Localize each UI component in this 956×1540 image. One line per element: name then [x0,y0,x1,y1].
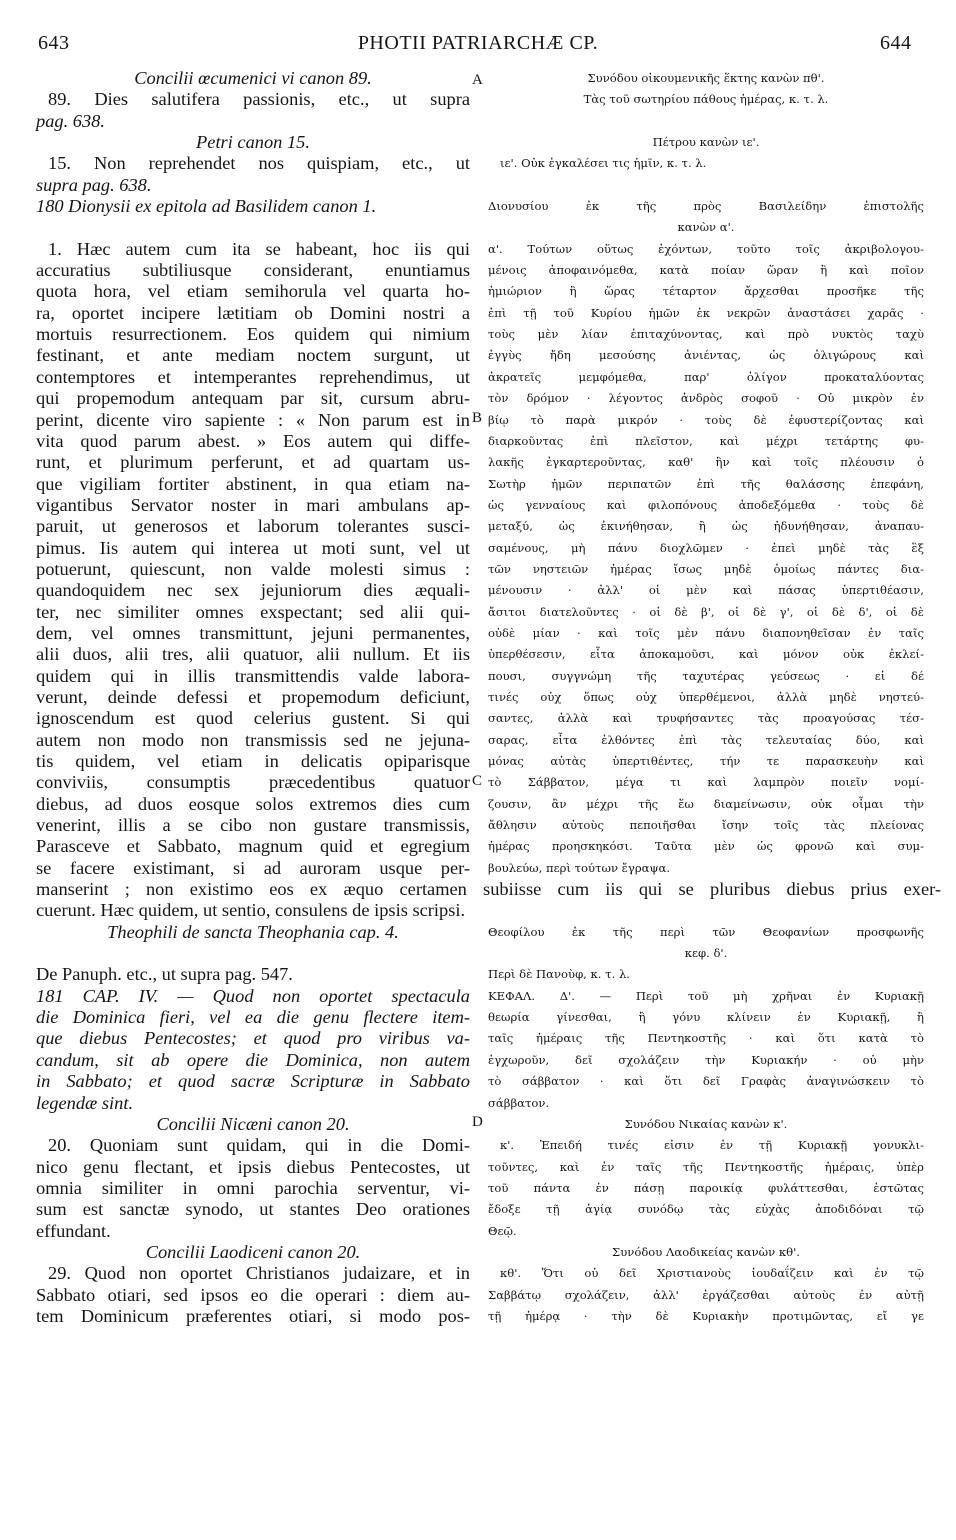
latin-text-line: autem non modo non transmissis sed ne jejuna- [36,729,470,750]
greek-text-line: τινές οὐχ ὅπως οὐχ ὑπερθέμενοι, ἀλλὰ μηδὲ νηστεύ- [488,689,924,704]
latin-text-line: Petri canon 15. [196,132,310,153]
latin-text-line: que vigiliam fortiter abstinent, in qua etiam na- [36,473,470,494]
latin-text-line: De Panuph. etc., ut supra pag. 547. [36,964,293,985]
latin-text-line: 89. Dies salutifera passionis, etc., ut supra [48,89,470,110]
greek-text-line: ἡμέρας προησκηκόσι. Ταῦτα μὲν ὡς φρονῶ καὶ συμ- [488,839,924,854]
latin-text-line: 1. Hæc autem cum ita se habeant, hoc iis qui [48,238,470,259]
running-title: PHOTII PATRIARCHÆ CP. [357,32,599,54]
greek-text-line: βίῳ τὸ παρὰ μικρόν · τοὺς δὲ ἐφυστερίζοντας καὶ [488,412,924,427]
latin-text-line: potuerunt, quiescunt, non valde molesti simus : [36,558,470,579]
latin-text-line: ignoscendum est quod celerius gustent. Si qui [36,708,470,729]
greek-text-line: τὸ Σάββατον, μέγα τι καὶ λαμπρὸν ποιεῖν νομί- [488,775,924,790]
latin-text-line: Concilii œcumenici vi canon 89. [134,68,372,88]
greek-text-line: διαρκοῦντας ἐπὶ πλεῖστον, καὶ μέχρι τετάρτης φυ- [488,433,924,448]
latin-text-line: 181 CAP. IV. — Quod non oportet spectacula [36,985,470,1006]
greek-text-line: ὑπερθέσεσιν, εἶτα ἀποκαμοῦσι, καὶ μόνον οὐκ ἐκλεί- [488,647,924,662]
greek-text-line: Θεοφίλου ἐκ τῆς περὶ τῶν Θεοφανίων προσφωνῆς [488,924,924,939]
greek-text-line: κ'. Ἐπειδή τινές εἰσιν ἐν τῇ Κυριακῇ γονυκλι- [500,1138,924,1153]
latin-text-line: que diebus Pentecostes; et quod pro viribus va- [36,1028,470,1049]
greek-text-line: Πέτρου κανὼν ιε'. [652,135,760,150]
greek-text-line: τῶν νηστειῶν ἡμέρας ἴσως μηδὲ ὁμοίως πάντες δια- [488,561,924,576]
latin-text-line [36,217,470,238]
greek-text-line: Σαββάτῳ σχολάζειν, ἀλλ' ἐργάζεσθαι αὐτοὺς ἐν αὐτῇ [488,1287,924,1302]
greek-text-line: α'. Τούτων οὕτως ἐχόντων, τοῦτο τοῖς ἀκριβολογου- [488,241,924,256]
greek-text-line: ἐγχωροῦν, δεῖ σχολάζειν τὴν Κυριακήν · οὐ μὴν [488,1052,924,1067]
greek-text-line: ιε'. Οὐκ ἐγκαλέσει τις ἡμῖν, κ. τ. λ. [500,156,707,171]
greek-text-line: σαρας, εἶτα ἐλθόντες ἐπὶ τὰς τελευταίας δύο, καὶ [488,732,924,747]
greek-column [488,68,924,1327]
greek-text-line: σάββατον. [488,1095,550,1110]
greek-text-line: ἐπὶ τῇ τοῦ Κυρίου ἡμῶν ἐκ νεκρῶν ἀναστάσει χαρᾶς · [488,305,924,320]
greek-text-line: βουλεύω, περὶ τούτων ἔγραψα. [488,860,671,875]
greek-text-line: τοῦ πάντα ἐν πάσῃ παροικίᾳ φυλάττεσθαι, ἑστῶτας [488,1180,924,1195]
latin-text-line: sum est sanctæ synodo, ut stantes Deo orationes [36,1199,470,1220]
margin-letter-c: C [472,773,483,789]
latin-text-line: qui propemodum antequam par sit, cursum abru- [36,388,470,409]
greek-text-line: τοῦντες, καὶ ἐν ταῖς τῆς Πεντηκοστῆς ἡμέραις, ὑπὲρ [488,1159,924,1174]
latin-text-line: accuratius subtiliusque considerant, enuntiamus [36,260,470,281]
greek-text-line: μένοις ἀποφαινόμεθα, κατὰ ποίαν ὥραν ἢ καὶ ποῖον [488,263,924,278]
greek-text-line: πουσι, συγγνώμη τῆς ταχυτέρας γεύσεως · εἰ δέ [488,668,924,683]
latin-text-line: quota hora, vel etiam semihorula vel quarta ho- [36,281,470,302]
latin-text-line: vigantibus Servator noster in mari ambulans ap- [36,494,470,515]
greek-text-line: τοὺς μὲν λίαν ἐπιταχύνοντας, καὶ πρὸ νυκτὸς ταχὺ [488,327,924,342]
latin-text-line: vita quod parum abest. » Eos autem qui diffe- [36,430,470,451]
latin-text-line: Sabbato otiari, sed ipsos eo die operari : diem au- [36,1284,470,1305]
latin-text-line: Parasceve et Sabbato, magnum quid et egregium [36,836,470,857]
latin-text-line: pimus. Iis autem qui interea ut moti sunt, vel ut [36,537,470,558]
greek-text-line: μεταξύ, ὡς ἐκινήθησαν, ἢ ὡς ἠδυνήθησαν, ἀναπαυ- [488,519,924,534]
latin-text-line: ter, nec similiter omnes exspectant; sed alii qui- [36,601,470,622]
margin-letter-a: A [472,72,483,88]
greek-text-line: Διονυσίου ἐκ τῆς πρὸς Βασιλείδην ἐπιστολῆς [488,199,924,214]
greek-text-line: Περὶ δὲ Πανοὺφ, κ. τ. λ. [488,967,630,982]
latin-text-line: perint, dicente viro sapiente : « Non parum est in [36,409,470,430]
greek-text-line: ἔδοξε τῇ ἁγίᾳ συνόδῳ τὰς εὐχὰς ἀποδιδόναι τῷ [488,1202,924,1217]
latin-text-line: festinant, et ante mediam noctem surgunt, ut [36,345,470,366]
greek-text-line: Σωτὴρ ἡμῶν περιπατῶν ἐπὶ τῆς θαλάσσης ἐπεφάνη, [488,476,924,491]
latin-text-line: cuerunt. Hæc quidem, ut sentio, consulens de ipsis scripsi. [36,900,466,921]
greek-text-line: οὐδὲ μίαν · καὶ τοῖς μὲν πάνυ διαπονηθεῖσαν ἐν ταῖς [488,625,924,640]
latin-text-line: quidem qui in illis transmittendis valde labora- [36,665,470,686]
greek-text-line: κανὼν α'. [677,220,735,235]
greek-text-line: σαμένους, μὴ πάνυ διοχλῶμεν · ἐπεὶ μηδὲ τὰς ἓξ [488,540,924,555]
greek-text-line: ζουσιν, ἂν μέχρι τῆς ἕω διαμείνωσιν, οὐκ οἶμαι τὴν [488,796,924,811]
latin-text-line: alii duos, alii tres, alii quatuor, alii nullum. Et iis [36,644,470,665]
greek-text-line: Τὰς τοῦ σωτηρίου πάθους ἡμέρας, κ. τ. λ. [583,92,829,107]
latin-text-line: paruit, ut generosos et laborum tolerantes susci- [36,516,470,537]
greek-text-line: τῇ ἡμέρᾳ · τὴν δὲ Κυριακὴν προτιμῶντας, εἴ γε [488,1308,924,1323]
greek-text-line: κθ'. Ὅτι οὐ δεῖ Χριστιανοὺς ἰουδαΐζειν καὶ ἐν τῷ [500,1266,924,1281]
greek-text-line: ἐγγὺς ἤδη μεσούσης ἀνιέντας, ὡς ὀλιγώρους καὶ [488,348,924,363]
latin-text-line: Theophili de sancta Theophania cap. 4. [107,921,399,942]
greek-text-line: ὡς γενναίους καὶ φιλοπόνους ἀποδεξόμεθα · τοὺς δὲ [488,497,924,512]
greek-text-line: Συνόδου οἰκουμενικῆς ἕκτης κανὼν πθ'. [587,71,825,85]
latin-text-line: dem, vel omnes transmittunt, jejuni permanentes, [36,622,470,643]
latin-text-line: in Sabbato; et quod sacræ Scripturæ in Sabbato [36,1071,470,1092]
latin-text-line [36,943,470,964]
greek-text-line: ἄθλησιν αὐτοὺς πεποιῆσθαι ἴσην τοῖς τὰς πλείονας [488,818,924,833]
latin-text-line: runt, et plurimum perferunt, et ad quartam us- [36,452,470,473]
latin-text-line: tis quidem, vel etiam in delicatis opiparisque [36,751,470,771]
latin-text-line: se facere existimant, si ad auroram usque per- [36,857,470,878]
greek-text-line: ἄσιτοι διατελοῦντες · οἱ δὲ β', οἱ δὲ γ', οἱ δὲ δ', οἱ δὲ [488,604,924,619]
latin-text-line: nico genu flectant, et ipsis diebus Pentecostes, ut [36,1156,470,1177]
page-number-right: 644 [880,32,912,54]
latin-text-line: pag. 638. [36,110,105,131]
latin-text-line: supra pag. 638. [36,174,152,195]
greek-text-line [488,175,924,196]
greek-text-line: μένουσιν · ἀλλ' οἱ μὲν καὶ πάσας ὑπερτιθέασιν, [488,583,924,598]
latin-text-line: venerint, illis a se cibo non gustare transmissis, [36,815,470,836]
latin-text-line: Concilii Nicæni canon 20. [156,1113,350,1134]
latin-text-line: conviviis, consumptis præcedentibus quatuor [36,772,470,793]
latin-text-line: tem Dominicum præferentes otiari, si modo pos- [36,1305,470,1326]
greek-text-line: ἡμιώριον ἢ ὥρας τέταρτον ἄρχεσθαι προσῆκε τῆς [488,284,924,299]
latin-text-line: 20. Quoniam sunt quidam, qui in die Domi- [48,1135,470,1156]
latin-text-line: contemptores et intemperantes reprehendimus, ut [36,366,470,387]
latin-text-line: omnia similiter in omni parochia serventur, vi- [36,1177,470,1198]
latin-text-line: candum, sit ab opere die Dominica, non autem [36,1049,470,1070]
greek-text-line: ἀκρατεῖς μεμφόμεθα, παρ' ὀλίγον προκαταλύοντας [488,369,924,384]
greek-text-line: τὸ σάββατον · καὶ ὅτι δεῖ Γραφὰς ἀναγινώσκειν τὸ [488,1074,924,1089]
greek-text-line: κεφ. δ'. [684,946,728,961]
greek-text-line: ΚΕΦΑΛ. Δ'. — Περὶ τοῦ μὴ χρῆναι ἐν Κυριακῇ [488,988,924,1003]
latin-text-line: 180 Dionysii ex epitola ad Basilidem canon 1. [36,196,377,217]
latin-text-line: manserint ; non existimo eos ex æquo certamen subiisse cum iis qui se pluribus diebus prius exer- [36,879,941,900]
greek-text-line: μόνας αὐτὰς ὑπερτιθέντες, τήν τε παρασκευὴν καὶ [488,754,924,768]
latin-text-line: ra, oportet incipere lætitiam ob Domini nostri a [36,302,470,323]
latin-text-line: effundant. [36,1220,111,1241]
latin-text-line: verunt, deinde defessi et propemodum deficiunt, [36,686,470,707]
greek-text-line [488,879,924,900]
latin-text-line: legendæ sint. [36,1092,134,1113]
greek-text-line [488,900,924,921]
greek-text-line [488,111,924,132]
margin-letter-b: B [472,410,483,426]
greek-text-line: τὸν δρόμον · λέγοντος ἀνδρὸς σοφοῦ · Οὐ μικρὸν ἐν [488,391,924,406]
latin-text-line: die Dominica fieri, vel ea die genu flectere item- [36,1007,470,1028]
latin-text-line: diebus, ad duos eosque solos extremos dies cum [36,793,470,814]
page-number-left: 643 [38,32,70,54]
greek-text-line: ταῖς ἡμέραις τῆς Πεντηκοστῆς · καὶ ὅτι κατὰ τὸ [488,1031,924,1046]
latin-text-line: quandoquidem nec sex jejuniorum dies æquali- [36,580,470,601]
latin-text-line: 29. Quod non oportet Christianos judaizare, et in [48,1263,470,1284]
greek-text-line: θεωρία γίνεσθαι, ἢ γόνυ κλίνειν ἐν Κυριακῇ, ἢ [488,1010,924,1025]
margin-letter-d: D [472,1114,483,1130]
greek-text-line: Συνόδου Λαοδικείας κανὼν κθ'. [612,1244,800,1259]
greek-text-line: λακῆς ἐγκαρτεροῦντας, καθ' ἣν καὶ τοῖς πλέουσιν ὁ [488,455,924,470]
latin-text-line: 15. Non reprehendet nos quispiam, etc., ut [48,153,470,174]
greek-text-line: Συνόδου Νικαίας κανὼν κ'. [624,1116,788,1131]
latin-text-line: mortuis resurrectionem. Eos quidem qui nimium [36,324,470,345]
greek-text-line: Θεῷ. [488,1223,517,1238]
latin-text-line: Concilii Laodiceni canon 20. [145,1241,361,1262]
greek-text-line: σαντες, ἀλλὰ καὶ τρυφήσαντες τὰς προαγούσας τέσ- [488,711,924,726]
